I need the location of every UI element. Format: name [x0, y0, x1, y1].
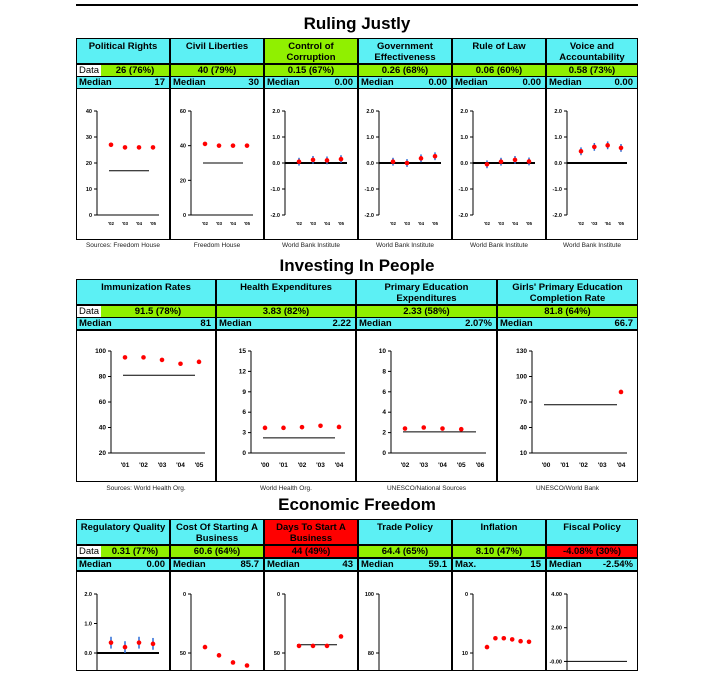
data-point	[325, 644, 330, 649]
median-label: Median	[173, 77, 206, 88]
x-tick-label: '02	[389, 221, 397, 226]
chart-svg	[357, 331, 496, 481]
data-point	[499, 159, 504, 164]
chart-svg	[547, 572, 637, 670]
column-header: Immunization Rates	[76, 279, 216, 305]
y-tick-label: -1.0	[270, 187, 280, 193]
data-value: 26 (76%)	[115, 65, 155, 76]
x-tick-label: '05	[525, 221, 533, 226]
median-value: 0.00	[334, 77, 353, 88]
data-point	[405, 161, 410, 166]
y-tick-label: 0.0	[84, 651, 92, 657]
data-value: 0.26 (68%)	[381, 65, 429, 76]
data-value: 2.33 (58%)	[403, 306, 450, 317]
column-header: Girls' Primary Education Completion Rate	[497, 279, 638, 305]
median-value: 85.7	[240, 559, 259, 570]
data-label: Data	[79, 306, 100, 317]
chart-svg	[171, 572, 263, 670]
y-tick-label: 2	[382, 429, 386, 437]
chart-panel	[76, 571, 170, 671]
data-point	[337, 425, 342, 430]
median-row	[356, 317, 497, 330]
y-tick-label: 1.0	[366, 135, 374, 141]
data-value: 44 (49%)	[291, 546, 331, 557]
median-value: 30	[248, 77, 259, 88]
data-value: 0.58 (73%)	[568, 65, 616, 76]
x-tick-label: '05	[431, 221, 439, 226]
chart-panel	[264, 88, 358, 240]
chart-panel	[170, 571, 264, 671]
chart-panel	[356, 330, 497, 482]
data-row	[358, 545, 452, 558]
data-point	[325, 158, 330, 163]
chart-svg	[265, 89, 357, 239]
median-value: 66.7	[614, 318, 633, 329]
y-tick-label: 2.0	[272, 109, 280, 115]
data-point	[217, 143, 222, 148]
y-tick-label: 0.0	[366, 161, 374, 167]
column-header: Health Expenditures	[216, 279, 356, 305]
chart-svg	[171, 89, 263, 239]
x-tick-label: '05	[243, 221, 251, 226]
column-header: Cost Of Starting A Business	[170, 519, 264, 545]
median-value: -2.54%	[602, 559, 633, 570]
median-row	[497, 317, 638, 330]
data-point	[109, 143, 114, 148]
chart-panel	[76, 330, 216, 482]
data-point	[203, 645, 208, 650]
median-row	[216, 317, 356, 330]
section-title: Economic Freedom	[278, 495, 436, 514]
median-value: 43	[342, 559, 353, 570]
data-point	[123, 645, 128, 650]
y-tick-label: 40	[519, 424, 527, 432]
median-value: 15	[530, 559, 541, 570]
y-tick-label: 10	[85, 187, 92, 193]
data-point	[391, 159, 396, 164]
y-tick-label: 130	[516, 348, 527, 355]
median-label: Median	[361, 77, 394, 88]
y-tick-label: 4	[382, 409, 386, 417]
data-point	[339, 157, 344, 162]
median-row	[76, 317, 216, 330]
median-label: Median	[79, 559, 112, 570]
median-value: 0.00	[428, 77, 447, 88]
data-point	[440, 426, 445, 431]
chart-panel	[497, 330, 638, 482]
data-point	[419, 156, 424, 161]
x-tick-label: '02	[201, 221, 209, 226]
y-tick-label: 50	[179, 651, 186, 657]
column-header: Regulatory Quality	[76, 519, 170, 545]
chart-panel	[452, 88, 546, 240]
y-tick-label: 70	[519, 399, 527, 406]
data-point	[263, 426, 268, 431]
chart-svg	[453, 89, 545, 239]
x-tick-label: '02	[295, 221, 303, 226]
column-header: Rule of Law	[452, 38, 546, 64]
chart-panel	[546, 571, 638, 671]
x-tick-label: '04	[323, 221, 331, 226]
data-point	[619, 146, 624, 151]
data-point	[231, 660, 236, 665]
chart-svg	[77, 572, 169, 670]
data-row	[76, 545, 170, 558]
chart-svg	[77, 331, 215, 481]
chart-svg	[453, 572, 545, 670]
y-tick-label: 40	[85, 109, 92, 115]
y-tick-label: 20	[179, 178, 186, 185]
chart-source: UNESCO/National Sources	[386, 485, 467, 492]
x-tick-label: '02	[579, 462, 588, 469]
column-header: Trade Policy	[358, 519, 452, 545]
y-tick-label: 2.0	[84, 592, 92, 598]
y-tick-label: -2.0	[552, 213, 562, 219]
chart-panel	[170, 88, 264, 240]
data-point	[579, 149, 584, 154]
y-tick-label: 0	[242, 450, 246, 457]
y-tick-label: 2.0	[554, 109, 562, 115]
x-tick-label: '03	[497, 221, 505, 226]
x-tick-label: '02	[400, 462, 410, 469]
chart-svg	[359, 572, 451, 670]
y-tick-label: 80	[367, 651, 374, 657]
x-tick-label: '04	[334, 462, 344, 469]
section-title: Ruling Justly	[303, 14, 411, 33]
column-header: Voice and Accountability	[546, 38, 638, 64]
data-point	[297, 644, 302, 649]
y-tick-label: 10	[378, 348, 386, 355]
y-tick-label: -2.0	[270, 213, 280, 219]
column-header: Government Effectiveness	[358, 38, 452, 64]
median-label: Max.	[455, 559, 477, 570]
chart-svg	[498, 331, 637, 481]
x-tick-label: '03	[403, 221, 411, 226]
x-tick-label: '02	[297, 462, 307, 469]
x-tick-label: '04	[417, 221, 425, 226]
y-tick-label: 9	[242, 388, 246, 396]
median-value: 2.07%	[465, 318, 492, 329]
median-value: 59.1	[428, 559, 447, 570]
column-header: Primary Education Expenditures	[356, 279, 497, 305]
y-tick-label: 20	[85, 161, 92, 167]
y-tick-label: -1.0	[364, 187, 374, 193]
x-tick-label: '03	[157, 462, 167, 469]
x-tick-label: '03	[309, 221, 317, 226]
chart-source: World Health Org.	[260, 485, 312, 492]
data-point	[151, 145, 156, 150]
median-value: 0.00	[614, 77, 633, 88]
y-tick-label: -2.0	[364, 213, 374, 219]
column-header: Control of Corruption	[264, 38, 358, 64]
data-value: 8.10 (47%)	[475, 546, 523, 557]
chart-panel	[76, 88, 170, 240]
data-value: 60.6 (64%)	[193, 546, 241, 557]
column-header: Days To Start A Business	[264, 519, 358, 545]
median-label: Median	[79, 318, 112, 329]
data-point	[619, 390, 624, 395]
data-value: 40 (79%)	[197, 65, 237, 76]
median-label: Median	[173, 559, 206, 570]
data-point	[281, 426, 286, 431]
chart-source: Sources: Freedom House	[85, 242, 161, 249]
chart-svg	[547, 89, 637, 239]
y-tick-label: 30	[85, 135, 92, 141]
y-tick-label: 1.0	[554, 135, 562, 141]
data-point	[605, 143, 610, 148]
column-header: Political Rights	[76, 38, 170, 64]
x-tick-label: '03	[316, 462, 325, 469]
x-tick-label: '03	[597, 462, 607, 469]
chart-source: World Bank Institute	[375, 242, 435, 249]
y-tick-label: -1.0	[458, 187, 468, 193]
x-tick-label: '04	[604, 221, 611, 226]
median-row	[358, 558, 452, 571]
median-label: Median	[219, 318, 252, 329]
y-tick-label: 0.0	[272, 161, 280, 167]
data-label: Data	[79, 65, 100, 76]
data-row	[546, 545, 638, 558]
chart-source: World Bank Institute	[281, 242, 341, 249]
y-tick-label: -1.0	[552, 187, 562, 193]
data-value: 81.8 (64%)	[544, 306, 591, 317]
data-point	[123, 145, 128, 150]
data-point	[151, 642, 156, 647]
chart-panel	[546, 88, 638, 240]
chart-source: World Bank Institute	[562, 242, 622, 249]
x-tick-label: '03	[591, 221, 598, 226]
y-tick-label: 6	[242, 409, 246, 417]
y-tick-label: 8	[382, 368, 386, 376]
y-tick-label: 10	[461, 651, 468, 657]
median-value: 2.22	[332, 318, 351, 329]
y-tick-label: 0	[464, 592, 468, 598]
data-value: 0.15 (67%)	[287, 65, 335, 76]
median-value: 0.00	[522, 77, 541, 88]
y-tick-label: 80	[98, 373, 106, 381]
y-tick-label: 12	[238, 368, 246, 376]
y-tick-label: -0.00	[549, 659, 562, 666]
data-point	[318, 424, 323, 429]
median-value: 0.00	[146, 559, 165, 570]
median-label: Median	[549, 77, 582, 88]
data-point	[203, 142, 208, 147]
y-tick-label: 60	[179, 109, 186, 115]
data-point	[311, 158, 316, 163]
data-point	[485, 162, 490, 167]
x-tick-label: '05	[456, 462, 466, 469]
x-tick-label: '03	[121, 221, 129, 226]
data-point	[339, 634, 344, 639]
chart-svg	[77, 89, 169, 239]
x-tick-label: '00	[260, 462, 270, 469]
x-tick-label: '00	[541, 462, 551, 469]
data-point	[527, 639, 532, 644]
y-tick-label: 6	[382, 388, 386, 396]
data-value: 64.4 (65%)	[381, 546, 429, 557]
median-row	[264, 558, 358, 571]
y-tick-label: 4.00	[551, 592, 562, 598]
x-tick-label: '02	[577, 221, 585, 226]
median-value: 81	[200, 318, 211, 329]
x-tick-label: '06	[475, 462, 485, 469]
chart-panel	[452, 571, 546, 671]
y-tick-label: 0.0	[554, 161, 562, 167]
y-tick-label: 40	[98, 424, 106, 432]
y-tick-label: 60	[98, 399, 106, 406]
data-row	[452, 545, 546, 558]
median-value: 17	[154, 77, 165, 88]
x-tick-label: '04	[616, 462, 626, 469]
y-tick-label: 15	[238, 348, 246, 355]
data-point	[493, 636, 498, 641]
data-point	[510, 637, 515, 642]
x-tick-label: '04	[438, 462, 447, 469]
y-tick-label: 1.0	[460, 135, 468, 141]
y-tick-label: 2.00	[551, 625, 562, 632]
data-point	[502, 636, 507, 641]
x-tick-label: '01	[120, 462, 130, 469]
data-point	[527, 159, 532, 164]
y-tick-label: 0.0	[460, 161, 468, 167]
y-tick-label: -2.0	[458, 213, 468, 219]
chart-panel	[358, 88, 452, 240]
chart-svg	[217, 331, 355, 481]
chart-svg	[359, 89, 451, 239]
top-rule	[76, 4, 638, 6]
data-value: -4.08% (30%)	[562, 546, 622, 557]
data-point	[485, 645, 490, 650]
y-tick-label: 100	[516, 373, 527, 381]
chart-panel	[358, 571, 452, 671]
data-row	[264, 545, 358, 558]
data-point	[403, 426, 408, 431]
x-tick-label: '04	[135, 221, 143, 226]
median-label: Median	[79, 77, 112, 88]
median-label: Median	[455, 77, 488, 88]
data-value: 0.06 (60%)	[475, 65, 523, 76]
y-tick-label: 2.0	[366, 109, 374, 115]
data-value: 0.31 (77%)	[111, 546, 159, 557]
median-label: Median	[549, 559, 582, 570]
x-tick-label: '02	[483, 221, 491, 226]
data-point	[231, 143, 236, 148]
x-tick-label: '02	[139, 462, 148, 469]
y-tick-label: 100	[95, 348, 106, 355]
data-point	[421, 425, 426, 430]
chart-source: Sources: World Health Org.	[106, 485, 186, 492]
data-point	[513, 158, 518, 163]
data-label: Data	[79, 546, 100, 557]
y-tick-label: 0	[182, 592, 186, 598]
data-point	[141, 355, 146, 360]
chart-source: World Bank Institute	[469, 242, 529, 249]
data-point	[178, 361, 183, 366]
chart-panel	[264, 571, 358, 671]
y-tick-label: 0	[382, 450, 386, 457]
column-header: Fiscal Policy	[546, 519, 638, 545]
x-tick-label: '01	[560, 462, 570, 469]
y-tick-label: 0	[276, 592, 280, 598]
x-tick-label: '05	[149, 221, 157, 226]
median-row	[170, 558, 264, 571]
chart-panel	[216, 330, 356, 482]
median-label: Median	[359, 318, 392, 329]
y-tick-label: 2.0	[460, 109, 468, 115]
data-point	[518, 639, 523, 644]
data-point	[311, 644, 316, 649]
x-tick-label: '04	[176, 462, 185, 469]
chart-source: Freedom House	[193, 242, 241, 249]
chart-svg	[265, 572, 357, 670]
x-tick-label: '02	[107, 221, 115, 226]
median-label: Median	[361, 559, 394, 570]
data-value: 3.83 (82%)	[262, 306, 310, 317]
x-tick-label: '04	[229, 221, 237, 226]
median-row	[546, 558, 638, 571]
y-tick-label: 0	[182, 213, 186, 219]
y-tick-label: 3	[242, 429, 246, 437]
median-row	[76, 558, 170, 571]
y-tick-label: 100	[364, 592, 374, 598]
x-tick-label: '05	[337, 221, 345, 226]
median-row	[452, 558, 546, 571]
x-tick-label: '03	[419, 462, 429, 469]
median-label: Median	[267, 559, 300, 570]
y-tick-label: 10	[519, 450, 527, 457]
y-tick-label: 0	[88, 213, 92, 219]
y-tick-label: 40	[179, 143, 186, 150]
data-point	[592, 145, 597, 150]
y-tick-label: 1.0	[84, 621, 92, 628]
column-header: Inflation	[452, 519, 546, 545]
data-point	[245, 663, 250, 668]
data-point	[459, 427, 464, 432]
data-value: 91.5 (78%)	[134, 306, 182, 317]
data-point	[123, 355, 128, 360]
data-point	[217, 653, 222, 658]
data-point	[300, 425, 305, 430]
data-row	[170, 545, 264, 558]
x-tick-label: '05	[194, 462, 204, 469]
data-point	[433, 154, 438, 159]
data-point	[197, 360, 202, 365]
x-tick-label: '03	[215, 221, 223, 226]
data-point	[137, 640, 142, 645]
median-label: Median	[267, 77, 300, 88]
y-tick-label: 1.0	[272, 135, 280, 141]
section-title: Investing In People	[279, 256, 435, 275]
chart-source: UNESCO/World Bank	[535, 485, 600, 492]
column-header: Civil Liberties	[170, 38, 264, 64]
x-tick-label: '05	[617, 221, 625, 226]
x-tick-label: '04	[511, 221, 519, 226]
median-label: Median	[500, 318, 533, 329]
data-point	[137, 145, 142, 150]
x-tick-label: '01	[279, 462, 288, 469]
data-point	[160, 358, 165, 363]
data-point	[109, 640, 114, 645]
data-point	[297, 159, 302, 164]
data-point	[245, 143, 250, 148]
y-tick-label: 20	[98, 450, 106, 457]
y-tick-label: 50	[273, 651, 280, 657]
